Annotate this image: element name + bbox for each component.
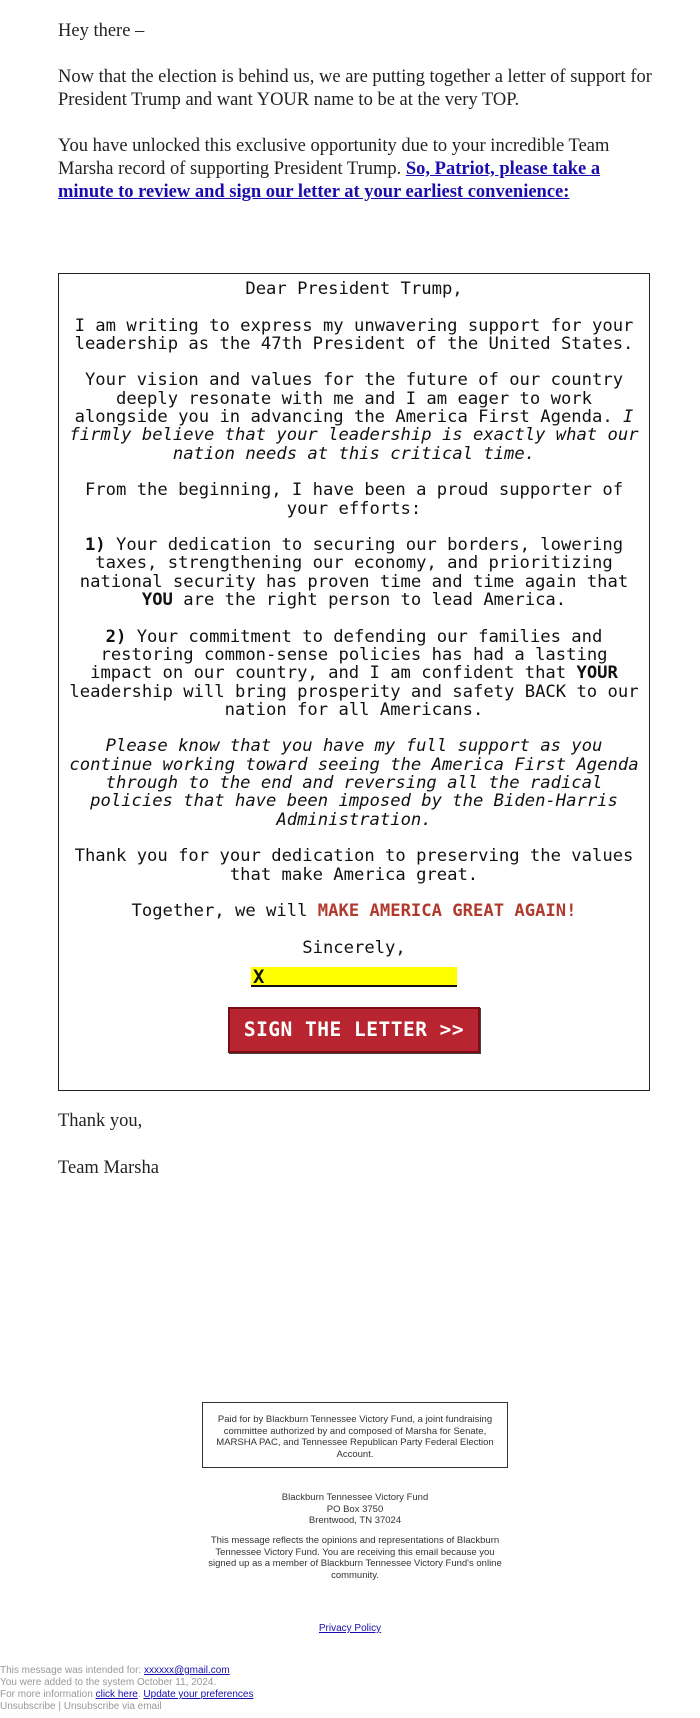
closing-signature: Team Marsha [58,1158,159,1178]
update-preferences-link[interactable]: Update your preferences [143,1689,254,1700]
unsubscribe-links[interactable]: Unsubscribe | Unsubscribe via email [0,1701,162,1712]
letter-text: Your commitment to defending our families and restoring common-sense policies has had a lasting impact on our country, and I am confident that [90,626,608,684]
signature-line[interactable] [69,967,639,987]
letter-paragraph [69,902,639,920]
privacy-policy-link[interactable]: Privacy Policy [318,1623,382,1634]
letter-salutation: Dear President Trump, [245,279,463,299]
more-info-line [0,1689,700,1701]
intro-text: You have unlocked this exclusive opportunity due to your incredible Team Marsha record of supporting President Trump. [58,136,610,179]
letter-italic-text: Please know that you have my full support as you continue working toward seeing the America First Agenda through to the end and reversing all the radical policies that have been imposed by the Biden-Harris Administration. [69,736,639,830]
added-date-line: You were added to the system October 11, 2024. [0,1677,217,1688]
closing [58,1110,159,1204]
letter-signoff: Sincerely, [302,937,406,958]
letter-text: Your dedication to securing our borders, lowering taxes, strengthening our economy, and prioritizing national security has proven time and time again that [79,535,629,592]
intended-for-line [0,1665,700,1677]
email-intro [58,20,652,227]
greeting: Hey there – [58,21,145,41]
intro-paragraph-2 [58,135,652,204]
city-state-zip: Brentwood, TN 37024 [308,1515,402,1526]
sign-letter-button[interactable]: SIGN THE LETTER >> [228,1007,480,1053]
footer-text: For more information [0,1689,96,1700]
footer-text: This message was intended for: [0,1665,144,1676]
letter-text: leadership will bring prosperity and safety BACK to our nation for all Americans. [69,681,639,720]
footer-text: . [137,1689,144,1700]
point-number: 2) [105,626,127,647]
review-letter-link[interactable]: So, Patriot, please take a minute to review and sign our letter at your earliest convenience: [58,159,601,202]
closing-thanks: Thank you, [58,1111,143,1131]
letter-paragraph: I am writing to express my unwavering support for your leadership as the 47th President of the United States. [74,315,634,354]
letter-box [58,273,650,1091]
emphasis-text: YOUR [576,663,618,684]
signature-field[interactable]: X [251,967,457,987]
letter-text: Your vision and values for the future of our country deeply resonate with me and I am eager to work alongside you in advancing the America First Agenda. [74,370,624,428]
letter-paragraph: From the beginning, I have been a proud supporter of your efforts: [84,480,624,519]
org-name: Blackburn Tennessee Victory Fund [281,1492,429,1503]
mailing-address [200,1492,510,1527]
point-number: 1) [84,535,106,556]
letter-point-2 [69,628,639,719]
opinion-disclaimer: This message reflects the opinions and representations of Blackburn Tennessee Victory Fund. You are receiving this email because you signed up as a member of Blackburn Tennessee Victory Fund's online community. [208,1535,502,1581]
intro-paragraph: Now that the election is behind us, we are putting together a letter of support for President Trump and want YOUR name to be at the very TOP. [58,67,652,110]
click-here-link[interactable]: click here [95,1689,138,1700]
letter-paragraph [69,371,639,462]
privacy-row [0,1623,700,1634]
email-footer [0,1665,700,1713]
emphasis-text: YOU [141,590,173,611]
recipient-email-link[interactable]: xxxxxx@gmail.com [143,1665,230,1676]
maga-slogan: MAKE AMERICA GREAT AGAIN! [317,901,577,922]
letter-point-1 [69,536,639,609]
letter-italic-text: I firmly believe that your leadership is exactly what our nation needs at this critical time. [69,407,639,464]
letter-text: Together, we will [131,901,318,922]
po-box: PO Box 3750 [326,1503,384,1515]
letter-paragraph: Thank you for your dedication to preserving the values that make America great. [74,846,634,885]
paid-for-disclaimer: Paid for by Blackburn Tennessee Victory Fund, a joint fundraising committee authorized by and composed of Marsha for Senate, MARSHA PAC, and Tennessee Republican Party Federal Election Account. [202,1402,508,1468]
letter-text: are the right person to lead America. [172,590,567,611]
letter-paragraph [69,737,639,828]
